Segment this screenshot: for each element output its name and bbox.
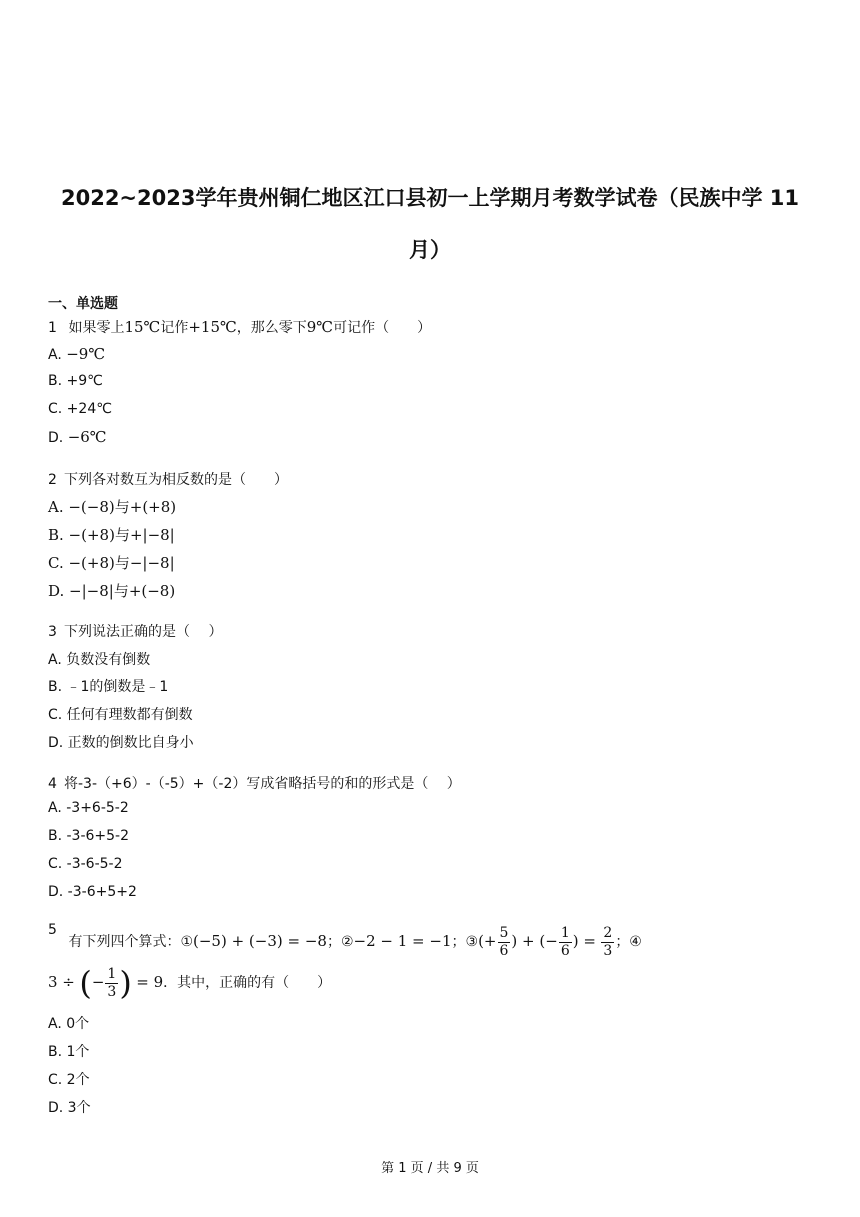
question-text: ，那么零下: [236, 320, 307, 336]
question-4-stem: [48, 773, 461, 793]
option-d: D. −|−8|与+(−8): [48, 582, 176, 600]
math-expression: (−5) + (−3) = −8: [193, 932, 327, 950]
math-expression: −2 − 1 = −1: [353, 932, 452, 950]
option-b: B. 1个: [48, 1044, 90, 1060]
question-text: 如果零上: [68, 320, 125, 336]
question-text: 将-3-（+6）-（-5）+（-2）写成省略括号的和的形式是（ ）: [64, 776, 461, 792]
fraction: $\frac{1}{3}$: [107, 965, 117, 1000]
page-footer: 第 1 页 / 共 9 页: [381, 1161, 479, 1176]
question-1-stem: [48, 317, 431, 337]
paren: ): [119, 964, 132, 1002]
option-b: B. −(+8)与+|−8|: [48, 526, 175, 544]
question-5-stem-line2: 3 ÷ (− $\frac{1}{3}$ ) = 9．其中，正确的有（ ）: [48, 964, 332, 1002]
question-number: 1: [48, 320, 57, 336]
section-heading: 一、单选题: [48, 296, 118, 312]
question-text: 记作: [160, 320, 189, 336]
option-c: C. 2个: [48, 1072, 90, 1088]
option-a: A. -3+6-5-2: [48, 800, 129, 816]
math-expression: +15℃: [188, 318, 237, 336]
question-number: 5: [48, 922, 57, 938]
document-title-line1: 2022~2023学年贵州铜仁地区江口县初一上学期月考数学试卷（民族中学 11: [60, 186, 800, 210]
question-5-stem-line1: 5 有下列四个算式：①(−5) + (−3) = −8；②−2 − 1 = −1；③(+ $\frac{5}{6}$ ) + (− $\frac{1}{6}$ ) = $\frac{2}{3}$ ；④: [48, 922, 642, 959]
question-number: 2: [48, 472, 57, 488]
fraction: $\frac{2}{3}$: [603, 924, 613, 959]
question-text: ．其中，正确的有（ ）: [163, 975, 332, 991]
option-a: A. −9℃: [48, 345, 106, 363]
math-expression: −9℃: [66, 345, 106, 363]
option-d: D. 正数的倒数比自身小: [48, 735, 194, 751]
document-title-line2: 月）: [409, 238, 451, 262]
math-expression: 9℃: [306, 318, 334, 336]
option-b: B. ﹣1的倒数是﹣1: [48, 679, 169, 695]
question-text: 有下列四个算式：①: [68, 934, 194, 950]
math-expression: (+: [478, 932, 497, 950]
math-expression: = 9: [136, 973, 164, 991]
question-3-stem: [48, 621, 222, 641]
question-2-stem: [48, 469, 288, 489]
option-a: A. 负数没有倒数: [48, 652, 151, 668]
math-expression: ) + (−: [511, 932, 558, 950]
option-c: C. +24℃: [48, 401, 112, 417]
option-d: D. 3个: [48, 1100, 91, 1116]
question-text: 可记作（ ）: [333, 320, 432, 336]
question-text: 下列各对数互为相反数的是（ ）: [64, 472, 288, 488]
option-b: B. +9℃: [48, 373, 103, 389]
math-expression: −6℃: [67, 428, 107, 446]
question-number: 3: [48, 624, 57, 640]
option-a: A. −(−8)与+(+8): [48, 498, 177, 516]
option-d: D. −6℃: [48, 428, 107, 446]
math-expression: ) =: [572, 932, 596, 950]
fraction: $\frac{1}{6}$: [560, 924, 570, 959]
question-number: 4: [48, 776, 57, 792]
option-d: D. -3-6+5+2: [48, 884, 137, 900]
option-c: C. -3-6-5-2: [48, 856, 123, 872]
option-c: C. −(+8)与−|−8|: [48, 554, 175, 572]
math-expression: 3 ÷: [48, 973, 75, 991]
paren: (: [79, 964, 92, 1002]
fraction: $\frac{5}{6}$: [499, 924, 509, 959]
option-c: C. 任何有理数都有倒数: [48, 707, 193, 723]
option-a: A. 0个: [48, 1016, 90, 1032]
option-b: B. -3-6+5-2: [48, 828, 130, 844]
question-text: 下列说法正确的是（ ）: [64, 624, 223, 640]
math-expression: 15℃: [124, 318, 161, 336]
